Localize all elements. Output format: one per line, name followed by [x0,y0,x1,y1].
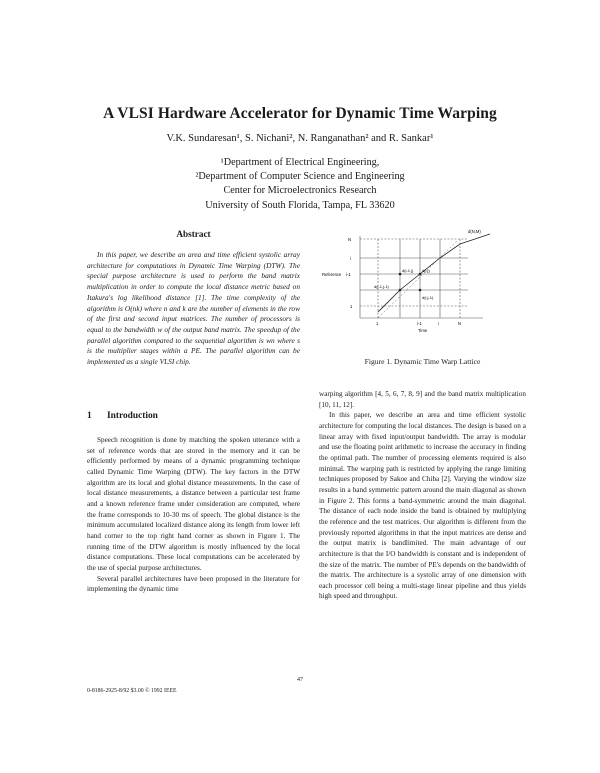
y-tick: i-1 [346,272,351,277]
intro-paragraph: Several parallel architectures have been proposed in the literature for implementing the dynamic time [87,574,300,594]
abstract-text [87,250,300,368]
affiliation-line: ²Department of Computer Science and Engineering [195,171,405,183]
dtw-lattice-figure [318,226,528,346]
warping-path [378,234,490,312]
copyright-footer: 0-8186-2925-8/92 $3.00 © 1992 IEEE [87,688,177,694]
affiliations [0,156,600,213]
x-tick: i-1 [417,321,422,326]
introduction-heading [87,411,300,421]
affiliation-line: Center for Microelectronics Research [223,185,377,197]
affiliation-line: University of South Florida, Tampa, FL 33620 [205,199,395,211]
cell-label: d(i,j) [422,268,430,273]
page-number: 47 [297,677,303,683]
figure-caption: Figure 1. Dynamic Time Warp Lattice [364,357,481,366]
author-list: V.K. Sundaresan¹, S. Nichani², N. Ranganathan² and R. Sankar¹ [166,133,434,144]
x-axis-label: Time [418,328,428,333]
x-tick: 1 [376,321,379,326]
continuation-paragraph: warping algorithm [4, 5, 6, 7, 8, 9] and the band matrix multiplication [10, 11, 12]. [319,390,526,409]
paper-title: A VLSI Hardware Accelerator for Dynamic Time Warping [103,105,497,122]
cell-label: d(i-1,j-1) [374,284,389,289]
cell-label: d(i,j-1) [422,295,434,300]
section-title: Introduction [107,411,158,421]
y-tick: i [350,256,351,261]
right-column-text [319,389,526,602]
corner-label: d(N,M) [468,229,481,234]
body-paragraph: In this paper, we describe an area and time efficient systolic architecture for computing the local distances. The design is based on a linear array with fixed input/output bandwidth. The array is modular and use the floating point arithmetic to increase the accuracy in finding the optimal path. The number of processing elements required is also minimal. The warping path is restricted by applying the range limiting techniques proposed by Sakoe and Chiba [2]. Varying the window size results in a band symmetric pattern around the main diagonal as shown in Figure 2. This forms a band-symmetric around the main diagonal. The distance of each node inside the band is obtained by multiplying the reference and the test matrices. Our algorithm is different from the previously reported algorithms in that the input matrices are dense and the output matrix is bandlimited. The main advantage of our architecture is that the I/O bandwidth is constant and is independent of the size of the matrix. The number of PE's depends on the bandwidth of the matrix. The architecture is a systolic array of one dimension with each processor cell being a multi-stage linear pipeline and thus yields high speed and throughput. [319,411,526,601]
cell-label: d(i-1,j) [402,268,414,273]
section-number: 1 [87,411,92,421]
x-tick: i [438,321,439,326]
y-axis-label: Reference [322,272,342,277]
abstract-paragraph: In this paper, we describe an area and time efficient systolic array architecture for computations in Dynamic Time Warping (DTW). The special purpose architecture is used to perform the band matrix multiplication in order to compute the local distance metric based on Itakura's log likelihood distance [1]. The time complexity of the algorithm is O(nk) where n and k are the number of elements in the row of the first and second input matrices. The number of processors is equal to the bandwidth w of the output band matrix. The speedup of the parallel algorithm compared to the sequential algorithm is wn where s is the multiplier stages within a PE. The parallel algorithm can be implemented as a single VLSI chip. [87,250,300,367]
y-tick: 1 [350,304,353,309]
intro-paragraph: Speech recognition is done by matching the spoken utterance with a set of reference words that are stored in the memory and it can be efficiently performed by means of a dynamic programming technique called Dynamic Time Warping (DTW). The key factors in the DTW algorithm are its local and global distance measurements. In the case of local distance measurements, a distance between a particular test frame and a known reference frame under consideration are computed, where the frame corresponds to 10-30 ms of speech. The global distance is the minimum accumulated localized distance along its length from lower left hand corner to the top right hand corner as shown in Figure 1. The running time of the DTW algorithm is mostly influenced by the local distance computations. These local computations can be accelerated by the use of special purpose architectures. [87,436,300,572]
affiliation-line: ¹Department of Electrical Engineering, [220,157,380,168]
abstract-heading: Abstract [176,229,211,239]
y-tick: N [348,237,352,242]
introduction-text [87,435,300,595]
x-tick: N [458,321,462,326]
